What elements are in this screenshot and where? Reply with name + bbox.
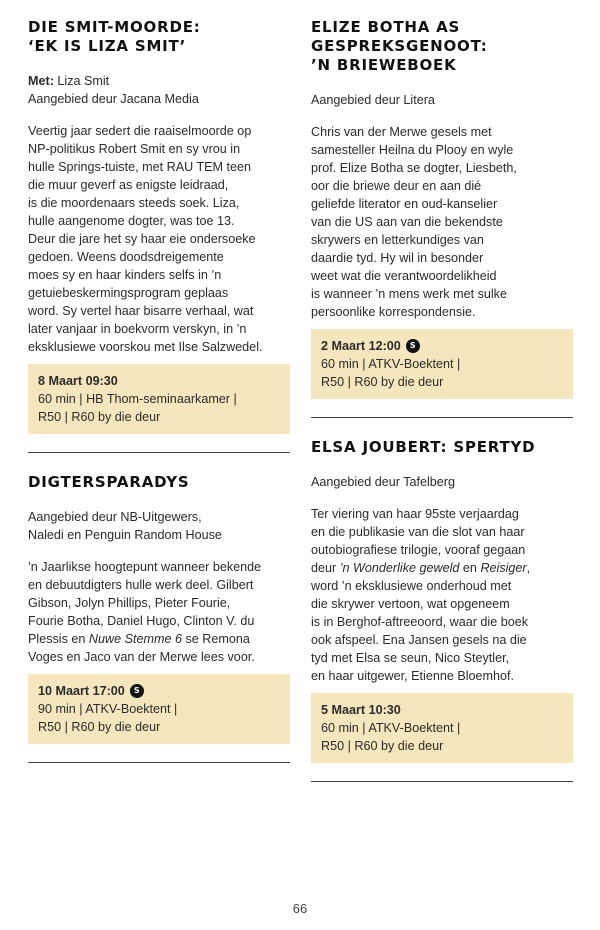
event-details-line: 90 min | ATKV-Boektent | [38, 702, 178, 716]
event-date: 5 Maart 10:30 [321, 703, 401, 717]
event-title: DIE SMIT-MOORDE: ‘EK IS LIZA SMIT’ [28, 18, 201, 55]
event-info-box [311, 329, 573, 399]
presenter: Aangebied deur Jacana Media [28, 92, 199, 106]
presenter: Naledi en Penguin Random House [28, 528, 222, 542]
right-column [311, 18, 573, 802]
presenter: Aangebied deur NB-Uitgewers, [28, 510, 202, 524]
event-details-line: R50 | R60 by die deur [321, 375, 444, 389]
met-label: Met: [28, 74, 54, 88]
event-details-line: 60 min | ATKV-Boektent | [321, 357, 461, 371]
event-description: Veertig jaar sedert die raaiselmoorde op NP-politikus Robert Smit en sy vrou in hulle Springs-tuiste, met RAU TEM teen die muur geverf as enigste leidraad, is die moordenaars steeds soek. Liza, hulle aangenome dogter, was toe 13. Deur die jare het sy haar eie ondersoeke gedoen. Weens doodsdreigemente moes sy en haar kinders selfs in ’n getuiebeskermingsprogram geplaas word. Sy vertel haar bisarre verhaal, wat later vanjaar in boekvorm verskyn, in ’n eksklusiewe voorskou met Ilse Salzwedel. [28, 124, 263, 354]
event-digtersparadys [28, 473, 290, 763]
event-details-line: R50 | R60 by die deur [38, 720, 161, 734]
book-title: ’n Wonderlike geweld [339, 561, 460, 575]
event-meta [311, 473, 573, 491]
event-info-box [28, 364, 290, 434]
event-elsa-joubert [311, 438, 573, 782]
event-details-line: R50 | R60 by die deur [38, 410, 161, 424]
event-details-line: R50 | R60 by die deur [321, 739, 444, 753]
event-date: 10 Maart 17:00 [38, 684, 125, 698]
event-meta [28, 72, 290, 108]
event-title: ELSA JOUBERT: SPERTYD [311, 438, 536, 456]
event-title: DIGTERSPARADYS [28, 473, 190, 491]
presenter: Aangebied deur Tafelberg [311, 475, 456, 489]
event-description: ’n Jaarlikse hoogtepunt wanneer bekende en debuutdigters hulle werk deel. Gilbert Gibson, Jolyn Phillips, Pieter Fourie, Fourie Botha, Daniel Hugo, Clinton V. du Plessis en Nuwe Stemme 6 se Remona Voges en Jaco van der Merwe lees voor. [28, 560, 262, 664]
presenter: Aangebied deur Litera [311, 93, 435, 107]
left-column [28, 18, 290, 783]
book-title: Reisiger [480, 561, 527, 575]
s-badge-icon: S [130, 684, 144, 698]
event-title: ELIZE BOTHA AS GESPREKSGENOOT: ’N BRIEWEBOEK [311, 18, 488, 74]
event-elize-botha [311, 18, 573, 418]
event-info-box [28, 674, 290, 744]
page-number: 66 [292, 901, 308, 916]
event-info-box [311, 693, 573, 763]
event-details-line: 60 min | ATKV-Boektent | [321, 721, 461, 735]
event-meta [28, 508, 290, 544]
event-meta [311, 91, 573, 109]
met-value: Liza Smit [53, 74, 110, 88]
event-date: 2 Maart 12:00 [321, 339, 401, 353]
book-title: Nuwe Stemme 6 [88, 632, 182, 646]
event-description: Chris van der Merwe gesels met samesteller Heilna du Plooy en wyle prof. Elize Botha se dogter, Liesbeth, oor die briewe deur en aan dié geliefde literator en oud-kanselier van die US aan van die bekendste skrywers en letterkundiges van daardie tyd. Hy wil in besonder weet wat die verantwoordelikheid is wanneer ’n mens werk met sulke persoonlike korrespondensie. [311, 125, 517, 319]
event-date: 8 Maart 09:30 [38, 374, 118, 388]
event-smit-moorde [28, 18, 290, 453]
event-details-line: 60 min | HB Thom-seminaarkamer | [38, 392, 237, 406]
event-description: Ter viering van haar 95ste verjaardag en die publikasie van die slot van haar outobiografiese trilogie, vooraf gegaan deur ’n Wonderlike geweld en Reisiger, word ’n eksklusiewe onderhoud met die skrywer vertoon, wat opgeneem is in Berghof-aftreeoord, waar die boek ook afspeel. Ena Jansen gesels na die tyd met Elsa se seun, Nico Steytler, en haar uitgewer, Etienne Bloemhof. [311, 507, 531, 683]
s-badge-icon: S [406, 339, 420, 353]
